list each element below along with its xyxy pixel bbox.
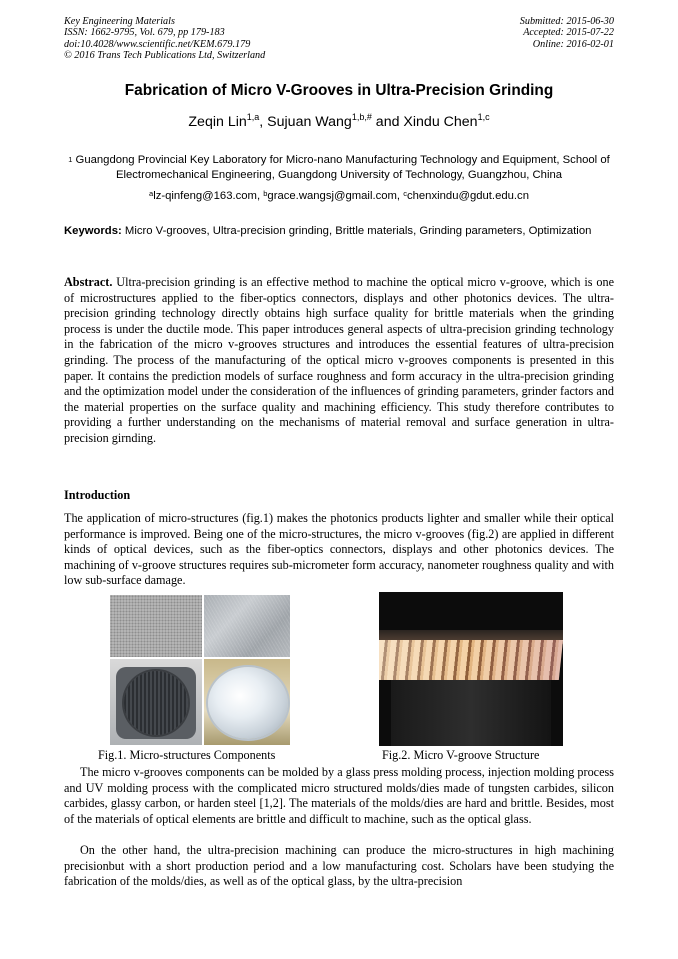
microstructured-mold [110,659,202,745]
author-separator: , [259,114,268,130]
affiliation [64,153,614,183]
journal-header-left [64,16,394,62]
abstract [64,275,614,447]
email-superscript: b [263,189,268,198]
author-superscript: 1,a [246,112,260,122]
submitted-date: Submitted: 2015-06-30 [519,16,614,27]
keywords-label: Keywords: [64,225,122,237]
keywords [64,224,614,239]
author-name: Sujuan Wang [267,114,352,130]
figure-2-caption: Fig.2. Micro V-groove Structure [382,748,540,762]
email-link: grace.wangsj@gmail.com, [267,190,404,202]
email-link: lz-qinfeng@163.com, [153,190,264,202]
figure-2-image [379,592,563,746]
intro-paragraph-1: The application of micro-structures (fig.1) makes the photonics products lighter and smaller while their optical performance is improved. Being one of the micro-structures, the micro v-grooves (fig.2) are applied in different kinds of optical devices, such as the fiber-optics connectors, displays and other photonics devices. The machining of v-groove structures requires sub-micrometer form accuracy, nanometer roughness quality and with low sub-surface damage. [64,511,614,588]
author-superscript: 1,c [477,112,490,122]
paper-title: Fabrication of Micro V-Grooves in Ultra-Precision Grinding [124,82,554,99]
figure-1-image [110,595,290,745]
email-link: chenxindu@gdut.edu.cn [406,190,529,202]
section-heading: Introduction [64,488,131,502]
figure-1-caption: Fig.1. Micro-structures Components [98,748,276,762]
affiliation-superscript: 1 [68,155,73,164]
email-superscript: c [403,189,407,198]
doi: doi:10.4028/www.scientific.net/KEM.679.179 [64,38,251,50]
microstructure-texture-2 [204,595,290,657]
author-superscript: 1,b,# [351,112,372,122]
keywords-text: Micro V-grooves, Ultra-precision grinding, Brittle materials, Grinding parameters, Optimization [121,225,592,237]
v-groove-array [379,640,563,680]
abstract-label: Abstract. [64,275,113,289]
issn: ISSN: 1662-9795, Vol. 679, pp 179-183 [64,27,225,39]
abstract-text: Ultra-precision grinding is an effective method to machine the optical micro v-groove, which is one of microstructures applied to the fiber-optics connectors, displays and other photonics devices. The ultra-precision grinding technology directly obtains high surface quality for brittle materials when the grinding process is under the ductile mode. This paper introduces general aspects of ultra-precision grinding technology in the fabrication of the micro v-grooves structures and introduces the essential features of ultra-precision grinding. The process of the manufacturing of the optical micro v-grooves components is presented in this paper. It contains the prediction models of surface roughness and form accuracy in the ultra-precision grinding and the optimization model under the consideration of the influences of grinding parameters, grinder factors and the material properties on the surface quality and machining efficiency. This study therefore contributes to providing a further understanding on the mechanisms of material removal and surface generation in ultra-precision girnding. [64,275,614,445]
author-name: Zeqin Lin [188,114,247,130]
microstructure-texture-1 [110,595,202,657]
author-name: Xindu Chen [403,114,478,130]
accepted-date: Accepted: 2015-07-22 [523,27,614,39]
intro-paragraph-2: The micro v-grooves components can be molded by a glass press molding process, injection molding process and UV molding process with the complicated micro structured molds/dies made of tungsten carbides, silicon carbides, glassy carbon, or harden steel [1,2]. The materials of the molds/dies are hard and brittle. Besides, most of the materials of optical elements are brittle and difficult to machine, such as the optical glass. [64,765,614,826]
author-list [40,114,638,130]
author-emails [64,190,614,202]
groove-substrate [391,680,551,746]
affiliation-text: Guangdong Provincial Key Laboratory for Micro-nano Manufacturing Technology and Equipment, School of Electromechanical Engineering, Guangdong University of Technology, Guangzhou, China [72,154,610,181]
journal-name: Key Engineering Materials [64,16,175,27]
email-superscript: a [149,189,154,198]
author-separator: and [371,114,404,130]
microstructured-lens [204,659,290,745]
intro-paragraph-3: On the other hand, the ultra-precision machining can produce the micro-structures in high machining precisionbut with a short production period and a low manufacturing cost. Scholars have been studying the fabrication of the molds/dies, as well as of the optical glass, by the ultra-precision [64,843,614,889]
copyright: © 2016 Trans Tech Publications Ltd, Switzerland [64,50,266,62]
online-date: Online: 2016-02-01 [532,38,614,50]
journal-header-right [394,16,614,50]
